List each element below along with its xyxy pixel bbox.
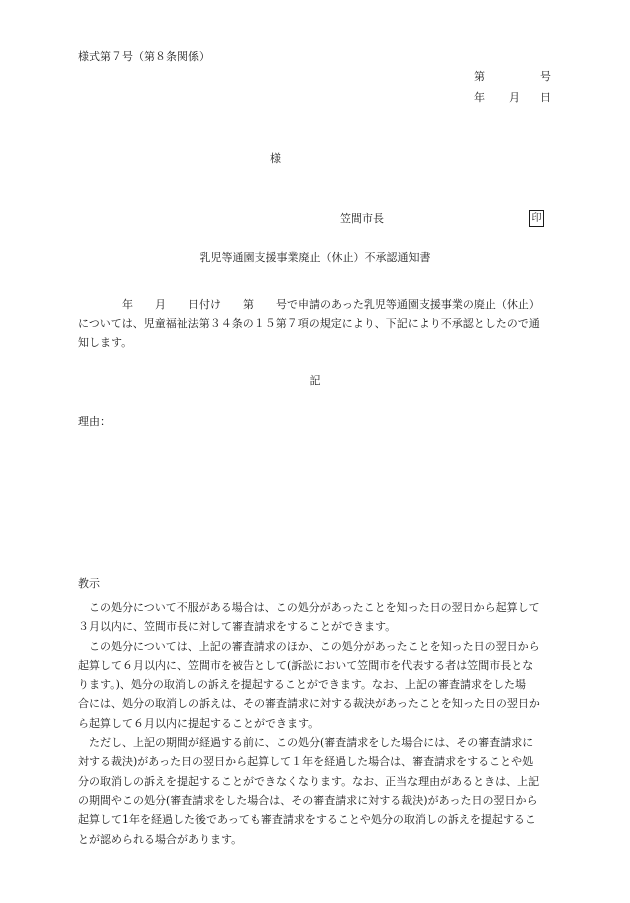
kyouji-line: ります。)、処分の取消しの訴えを提起することができます。なお、上記の審査請求をした場 — [78, 678, 527, 692]
date-month: 月 — [509, 91, 520, 104]
ki-heading: 記 — [309, 374, 321, 387]
kyouji-line: ３月以内に、笠間市長に対して審査請求をすることができます。 — [78, 620, 397, 634]
kyouji-line: 合には、処分の取消しの訴えは、その審査請求に対する裁決があったことを知った日の翌日か — [78, 697, 540, 711]
sender: 笠間市長 — [340, 212, 384, 225]
date-year: 年 — [474, 91, 485, 104]
doc-number-prefix: 第 — [474, 70, 485, 83]
reason-label: 理由： — [78, 415, 111, 428]
kyouji-line: 対する裁決)があった日の翌日から起算して１年を経過した場合は、審査請求をすることや処 — [78, 755, 534, 769]
kyouji-line: とが認められる場合があります。 — [78, 832, 243, 846]
doc-number-suffix: 号 — [540, 70, 551, 83]
kyouji-line: ら起算して６月以内に提起することができます。 — [78, 716, 320, 730]
seal-box: 印 — [529, 210, 544, 227]
date-day: 日 — [540, 91, 551, 104]
body-text — [78, 295, 554, 352]
kyouji-line: この処分について不服がある場合は、この処分があったことを知った日の翌日から起算して — [78, 601, 540, 614]
kyouji-line: 分の取消しの訴えを提起することができなくなります。なお、正当な理由があるときは、上記 — [78, 774, 540, 788]
kyouji-line: この処分については、上記の審査請求のほか、この処分があったことを知った日の翌日から — [78, 639, 540, 653]
addressee: 様 — [270, 152, 281, 165]
document-title: 乳児等通園支援事業廃止（休止）不承認通知書 — [199, 251, 431, 264]
kyouji-heading: 教示 — [78, 577, 100, 590]
kyouji-line: の期間やこの処分(審査請求をした場合は、その審査請求に対する裁決)があった日の翌日から — [78, 793, 538, 807]
kyouji-line: 起算して1年を経過した後であっても審査請求をすることや処分の取消しの訴えを提起するこ — [78, 813, 536, 827]
body-line: 年 月 日付け 第 号で申請のあった乳児等通園支援事業の廃止（休止） — [78, 298, 540, 311]
kyouji-line: ただし、上記の期間が経過する前に、この処分(審査請求をした場合には、その審査請求に — [78, 736, 534, 750]
body-line: については、児童福祉法第３４条の１５第７項の規定により、下記により不承認としたので通 — [78, 317, 540, 330]
kyouji-text — [78, 598, 554, 849]
form-number: 様式第７号（第８条関係） — [78, 50, 210, 63]
kyouji-line: 起算して６月以内に、笠間市を被告として(訴訟において笠間市を代表する者は笠間市長とな — [78, 658, 534, 672]
body-line: 知します。 — [78, 336, 133, 349]
